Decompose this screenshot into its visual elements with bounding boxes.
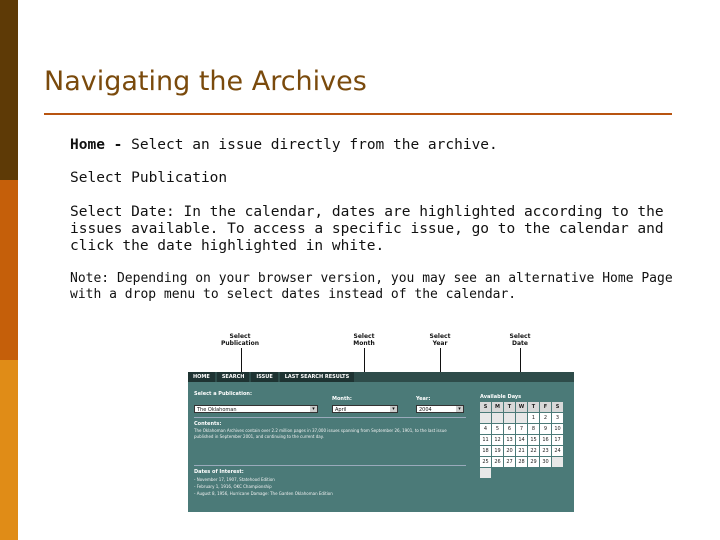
calendar-day[interactable]: 4 <box>480 424 491 434</box>
calendar-weekday-header: M <box>492 402 503 412</box>
date-of-interest-item[interactable]: - February 1, 1916, OKC Championship <box>194 484 272 489</box>
available-days-label: Available Days <box>480 394 522 400</box>
calendar-grid <box>480 402 563 478</box>
calendar-day[interactable]: 22 <box>528 446 539 456</box>
archive-screenshot <box>188 372 574 512</box>
calendar-day[interactable]: 9 <box>540 424 551 434</box>
tab-issue[interactable]: ISSUE <box>251 372 277 382</box>
home-paragraph <box>70 137 498 153</box>
calendar-day[interactable]: 10 <box>552 424 563 434</box>
calendar-day[interactable]: 15 <box>528 435 539 445</box>
calendar-weekday-header: T <box>528 402 539 412</box>
callout-publication <box>218 333 262 347</box>
tab-search[interactable]: SEARCH <box>217 372 250 382</box>
callout-publication-line1: Select <box>229 333 251 340</box>
calendar-day[interactable]: 2 <box>540 413 551 423</box>
month-select[interactable] <box>332 405 398 413</box>
calendar-day[interactable]: 20 <box>504 446 515 456</box>
callout-month <box>344 333 384 347</box>
callout-publication-line2: Publication <box>220 340 259 347</box>
calendar-day[interactable]: 24 <box>552 446 563 456</box>
calendar-weekday-header: S <box>552 402 563 412</box>
callout-date-line1: Select <box>509 333 531 340</box>
calendar-blank-cell <box>480 468 491 478</box>
calendar-day[interactable]: 25 <box>480 457 491 467</box>
calendar-day[interactable]: 21 <box>516 446 527 456</box>
calendar-day[interactable]: 11 <box>480 435 491 445</box>
calendar-day[interactable]: 12 <box>492 435 503 445</box>
calendar-weekday-header: F <box>540 402 551 412</box>
chevron-down-icon: ▾ <box>390 406 397 412</box>
calendar-day[interactable]: 3 <box>552 413 563 423</box>
year-value: 2004 <box>419 407 432 413</box>
calendar-weekday-header: T <box>504 402 515 412</box>
publication-label: Select a Publication: <box>194 391 252 397</box>
publication-value: The Oklahoman <box>197 407 237 413</box>
calendar-day[interactable]: 17 <box>552 435 563 445</box>
month-value: April <box>335 407 347 413</box>
month-label: Month: <box>332 396 352 402</box>
calendar-day[interactable]: 29 <box>528 457 539 467</box>
calendar-day[interactable]: 19 <box>492 446 503 456</box>
callout-year-line1: Select <box>429 333 451 340</box>
select-date-text: Select Date: In the calendar, dates are highlighted according to the issues available. To access a specific issue, go to the calendar and click the date highlighted in white. <box>70 204 664 254</box>
title-rule <box>44 113 672 115</box>
calendar-day[interactable]: 1 <box>528 413 539 423</box>
tab-last-search-results[interactable]: LAST SEARCH RESULTS <box>280 372 354 382</box>
home-label: Home - <box>70 137 123 153</box>
calendar-day[interactable]: 30 <box>540 457 551 467</box>
calendar-blank-cell <box>516 413 527 423</box>
year-label: Year: <box>416 396 431 402</box>
accent-bar-top <box>0 0 18 180</box>
calendar-blank-cell <box>504 413 515 423</box>
chevron-down-icon: ▾ <box>456 406 463 412</box>
contents-label: Contents: <box>194 421 222 427</box>
select-publication-text: Select Publication <box>70 170 228 186</box>
calendar-blank-cell <box>480 413 491 423</box>
screenshot-tabs <box>188 372 356 382</box>
screenshot-divider <box>194 465 466 466</box>
chevron-down-icon: ▾ <box>310 406 317 412</box>
accent-bar-bottom <box>0 360 18 540</box>
year-select[interactable] <box>416 405 464 413</box>
calendar-day[interactable]: 26 <box>492 457 503 467</box>
calendar-blank-cell <box>492 413 503 423</box>
slide-title: Navigating the Archives <box>44 66 367 97</box>
calendar-day[interactable]: 28 <box>516 457 527 467</box>
calendar-day[interactable]: 27 <box>504 457 515 467</box>
date-of-interest-item[interactable]: - November 17, 1907, Statehood Edition <box>194 477 275 482</box>
calendar-day[interactable]: 16 <box>540 435 551 445</box>
contents-text: The Oklahoman Archives contain over 2.2 million pages in 37,000 issues spanning from September 26, 1901, to the last issue published in September 2001, and continuing to the current day. <box>194 428 447 439</box>
callout-date <box>500 333 540 347</box>
screenshot-divider <box>194 417 466 418</box>
calendar-day[interactable]: 13 <box>504 435 515 445</box>
note-text: Note: Depending on your browser version, you may see an alternative Home Page with a drop menu to select dates instead of the calendar. <box>70 271 673 302</box>
home-text: Select an issue directly from the archive. <box>122 137 498 153</box>
calendar-day[interactable]: 5 <box>492 424 503 434</box>
callout-month-line1: Select <box>353 333 375 340</box>
callout-year <box>420 333 460 347</box>
calendar-day[interactable]: 7 <box>516 424 527 434</box>
calendar-day[interactable]: 8 <box>528 424 539 434</box>
callout-month-line2: Month <box>353 340 375 347</box>
calendar-weekday-header: W <box>516 402 527 412</box>
calendar-blank-cell <box>552 457 563 467</box>
accent-bar-middle <box>0 180 18 360</box>
calendar-day[interactable]: 18 <box>480 446 491 456</box>
date-of-interest-item[interactable]: - August 8, 1956, Hurricane Damage: The Garden Oklahoman Edition <box>194 491 333 496</box>
calendar-weekday-header: S <box>480 402 491 412</box>
tab-home[interactable]: HOME <box>188 372 215 382</box>
calendar-day[interactable]: 6 <box>504 424 515 434</box>
callout-year-line2: Year <box>432 340 448 347</box>
publication-select[interactable] <box>194 405 318 413</box>
calendar-day[interactable]: 14 <box>516 435 527 445</box>
callout-date-line2: Date <box>512 340 528 347</box>
dates-of-interest-label: Dates of Interest: <box>194 469 244 475</box>
calendar-day[interactable]: 23 <box>540 446 551 456</box>
